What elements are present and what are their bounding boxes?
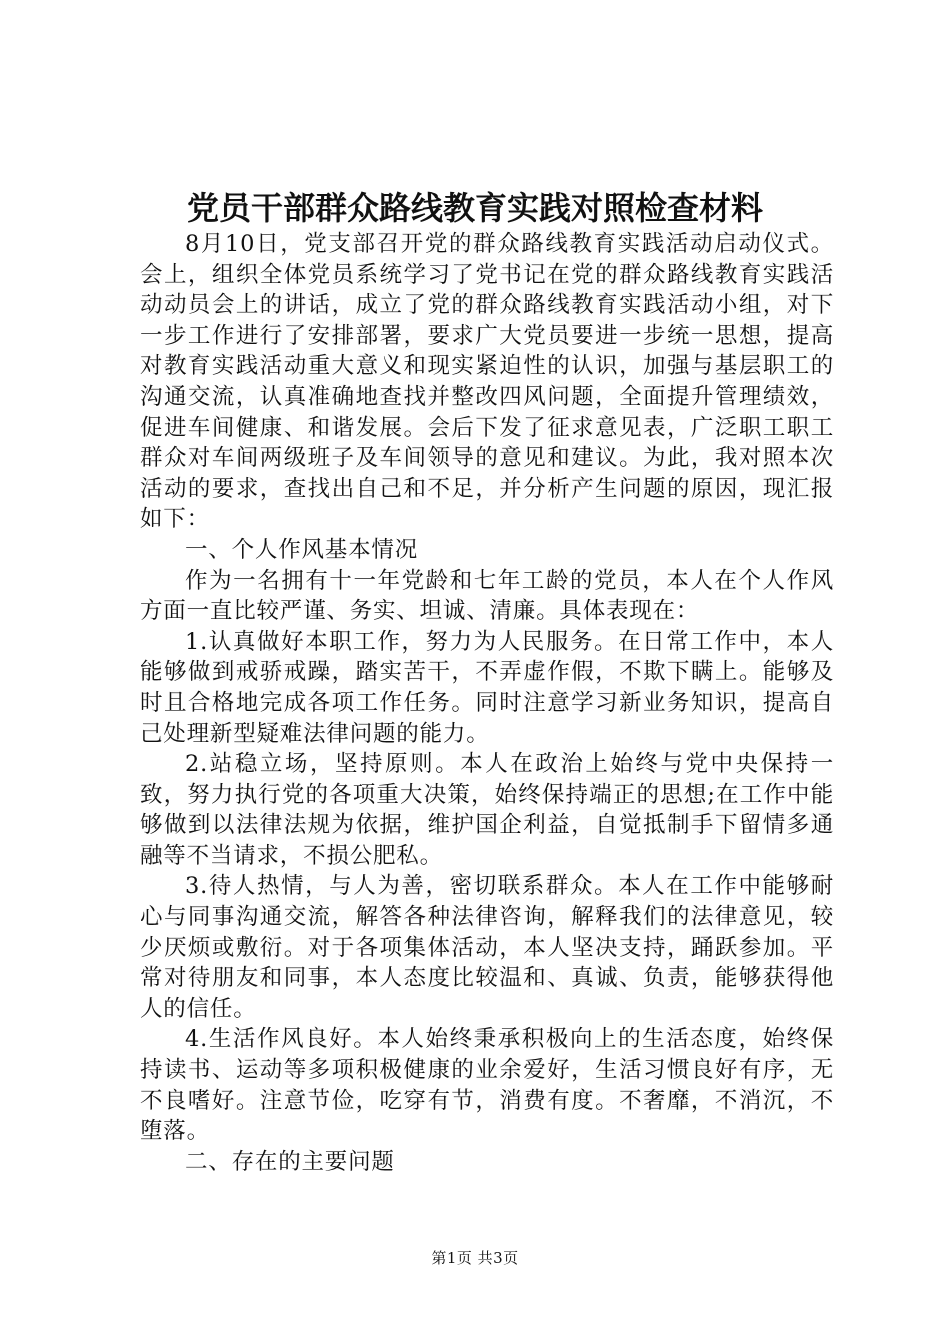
paragraph-item-2: 2.站稳立场，坚持原则。本人在政治上始终与党中央保持一致，努力执行党的各项重大决策，始终保持端正的思想;在工作中能够做到以法律法规为依据，维护国企利益，自觉抵制手下留情多通融等不当请求，不损公肥私。 [140, 751, 834, 869]
paragraph-intro: 8月10日，党支部召开党的群众路线教育实践活动启动仪式。会上，组织全体党员系统学习了党书记在党的群众路线教育实践活动动员会上的讲话，成立了党的群众路线教育实践活动小组，对下一步工作进行了安排部署，要求广大党员要进一步统一思想，提高对教育实践活动重大意义和现实紧迫性的认识，加强与基层职工的沟通交流，认真准确地查找并整改四风问题，全面提升管理绩效，促进车间健康、和谐发展。会后下发了征求意见表，广泛职工职工群众对车间两级班子及车间领导的意见和建议。为此，我对照本次活动的要求，查找出自己和不足，并分析产生问题的原因，现汇报如下： [140, 231, 834, 533]
paragraph-overview: 作为一名拥有十一年党龄和七年工龄的党员，本人在个人作风方面一直比较严谨、务实、坦诚、清廉。具体表现在： [140, 567, 834, 625]
document-body [140, 229, 834, 1177]
section-heading-2: 二、存在的主要问题 [185, 1148, 395, 1175]
paragraph-item-4: 4.生活作风良好。本人始终秉承积极向上的生活态度，始终保持读书、运动等多项积极健康的业余爱好，生活习惯良好有序，无不良嗜好。注意节俭，吃穿有节，消费有度。不奢靡，不消沉，不堕落。 [140, 1026, 834, 1145]
document-title: 党员干部群众路线教育实践对照检查材料 [186, 189, 763, 227]
section-heading-1: 一、个人作风基本情况 [185, 536, 419, 563]
paragraph-item-1: 1.认真做好本职工作，努力为人民服务。在日常工作中，本人能够做到戒骄戒躁，踏实苦干，不弄虚作假，不欺下瞒上。能够及时且合格地完成各项工作任务。同时注意学习新业务知识，提高自己处理新型疑难法律问题的能力。 [140, 628, 834, 747]
paragraph-item-3: 3.待人热情，与人为善，密切联系群众。本人在工作中能够耐心与同事沟通交流，解答各种法律咨询，解释我们的法律意见，较少厌烦或敷衍。对于各项集体活动，本人坚决支持，踊跃参加。平常对待朋友和同事，本人态度比较温和、真诚、负责，能够获得他人的信任。 [140, 873, 834, 1022]
page-footer: 第1页 共3页 [431, 1249, 519, 1267]
